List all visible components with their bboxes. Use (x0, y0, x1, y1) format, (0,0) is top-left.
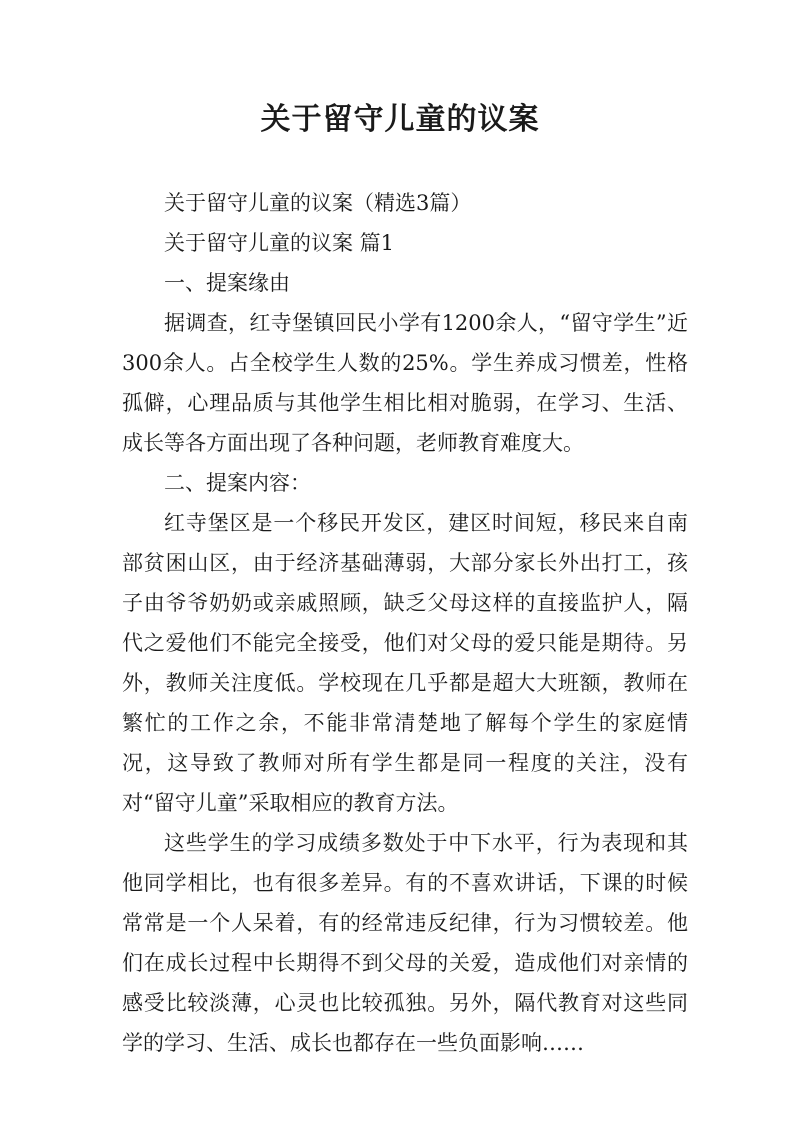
document-title: 关于留守儿童的议案 (260, 102, 540, 137)
body-paragraph: 据调查，红寺堡镇回民小学有1200余人，“留守学生”近300余人。占全校学生人数的25%。学生养成习惯差，性格孤僻，心理品质与其他学生相比相对脆弱，在学习、生活、成长等各方面出现了各种问题，老师教育难度大。 (122, 311, 688, 455)
heading-content: 二、提案内容： (164, 471, 311, 495)
heading-reason: 一、提案缘由 (164, 271, 290, 295)
subtitle-paragraph: 关于留守儿童的议案（精选3篇） (164, 191, 472, 215)
document-body (122, 183, 688, 1063)
section-heading-paragraph: 关于留守儿童的议案 篇1 (164, 231, 395, 255)
body-paragraph: 红寺堡区是一个移民开发区，建区时间短，移民来自南部贫困山区，由于经济基础薄弱，大部分家长外出打工，孩子由爷爷奶奶或亲戚照顾，缺乏父母这样的直接监护人，隔代之爱他们不能完全接受，他们对父母的爱只能是期待。另外，教师关注度低。学校现在几乎都是超大大班额，教师在繁忙的工作之余，不能非常清楚地了解每个学生的家庭情况，这导致了教师对所有学生都是同一程度的关注，没有对“留守儿童”采取相应的教育方法。 (122, 511, 688, 815)
body-paragraph: 这些学生的学习成绩多数处于中下水平，行为表现和其他同学相比，也有很多差异。有的不喜欢讲话，下课的时候常常是一个人呆着，有的经常违反纪律，行为习惯较差。他们在成长过程中长期得不到父母的关爱，造成他们对亲情的感受比较淡薄，心灵也比较孤独。另外，隔代教育对这些同学的学习、生活、成长也都存在一些负面影响…… (122, 831, 688, 1055)
